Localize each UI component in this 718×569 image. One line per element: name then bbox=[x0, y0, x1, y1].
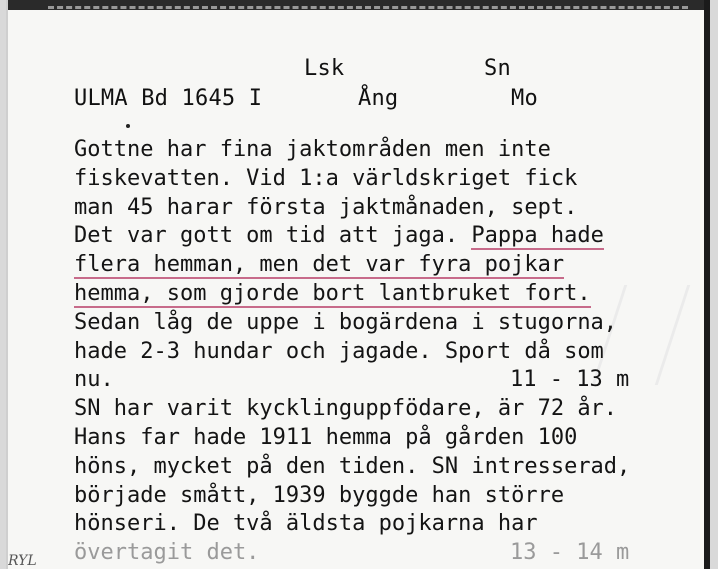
text-line bbox=[74, 136, 694, 165]
line-text: Sedan låg de uppe i bogärdena i stugorna, bbox=[74, 309, 618, 335]
text-line bbox=[74, 280, 694, 309]
bleed-through-marks bbox=[48, 6, 688, 39]
page-reference: 13 - 14 m bbox=[510, 540, 630, 566]
line-text: Det var gott om tid att jaga. bbox=[74, 223, 472, 249]
margin-note: RYL bbox=[8, 553, 37, 569]
text-line bbox=[74, 309, 694, 338]
text-line bbox=[74, 539, 694, 568]
text-line bbox=[74, 395, 694, 424]
line-text: höns, mycket på den tiden. SN intresserad, bbox=[74, 453, 631, 479]
sn-value: Mo bbox=[511, 86, 538, 111]
page-reference: 11 - 13 m bbox=[510, 367, 630, 393]
text-line bbox=[74, 482, 694, 511]
card-body-text bbox=[74, 136, 694, 568]
line-text: Gottne har fina jaktområden men inte bbox=[74, 137, 551, 162]
text-line bbox=[74, 453, 694, 482]
lsk-value: Ång bbox=[358, 86, 399, 111]
line-text: nu. bbox=[74, 367, 114, 393]
archive-card bbox=[6, 0, 710, 569]
line-text: hönseri. De två äldsta pojkarna har bbox=[74, 511, 538, 537]
text-line bbox=[74, 194, 694, 223]
line-text: Hans far hade 1911 hemma på gården 100 bbox=[74, 424, 578, 450]
archive-reference: ULMA Bd 1645 I bbox=[74, 86, 263, 111]
lsk-label: Lsk bbox=[304, 56, 345, 81]
line-text: man 45 harar första jaktmånaden, sept. bbox=[74, 194, 578, 220]
text-line bbox=[74, 222, 694, 251]
underlined-text: hemma, som gjorde bort lantbruket fort. bbox=[74, 280, 591, 306]
sn-label: Sn bbox=[484, 56, 511, 81]
text-line bbox=[74, 424, 694, 453]
line-text: SN har varit kycklinguppfödare, är 72 år. bbox=[74, 396, 618, 422]
ink-dot bbox=[126, 124, 130, 128]
text-line bbox=[74, 251, 694, 280]
line-text: fiskevatten. Vid 1:a världskriget fick bbox=[74, 165, 578, 191]
text-line bbox=[74, 366, 694, 395]
line-text: började smått, 1939 byggde han större bbox=[74, 482, 565, 508]
underlined-text: Pappa hade bbox=[471, 223, 604, 249]
text-line bbox=[74, 510, 694, 539]
text-line bbox=[74, 338, 694, 367]
underlined-text: flera hemman, men det var fyra pojkar bbox=[74, 252, 565, 278]
text-line bbox=[74, 165, 694, 194]
line-text: hade 2-3 hundar och jagade. Sport då som bbox=[74, 338, 604, 364]
line-text: övertagit det. bbox=[74, 540, 260, 566]
